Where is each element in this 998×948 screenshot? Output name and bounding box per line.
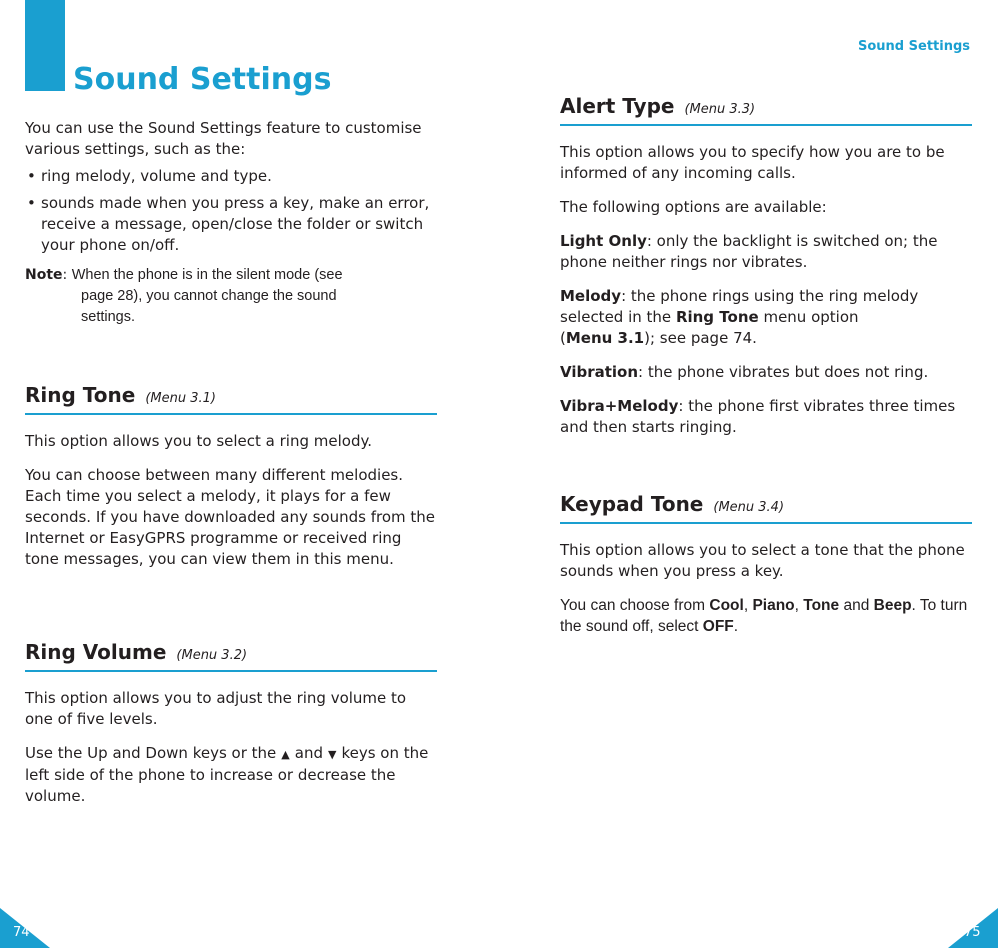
section-title: Ring Volume [25,640,167,664]
section-heading [25,640,437,672]
ring-tone-section [25,383,437,570]
down-arrow-icon: ▼ [327,748,337,761]
option-label: Vibration [560,363,639,381]
up-arrow-icon: ▲ [281,748,290,761]
text-run: and [843,597,870,614]
option-vibra-melody [560,396,972,438]
note-line: settings. [81,309,135,325]
bullet-icon: • [27,194,36,212]
section-heading [25,383,437,415]
option-text: : the phone first vibrates three times and then starts ringing. [560,397,956,436]
option-text: : only the backlight is switched on; the phone neither rings nor vibrates. [560,232,938,271]
intro-section [25,118,437,328]
section-heading [560,492,972,524]
intro-bullet [25,166,437,187]
text-run: Use the Up and Down keys or the [25,744,277,762]
menu-reference: (Menu 3.1) [145,391,216,406]
ring-volume-section [25,640,437,807]
text-run: . [733,618,739,635]
running-head: Sound Settings [858,39,970,54]
keypad-tone-section [560,492,972,637]
intro-bullet [25,193,437,256]
ring-tone-p2: You can choose between many different melodies. Each time you select a melody, it plays for a few seconds. If you have downloaded any sounds from the Internet or EasyGPRS programme or received ring tone messages, you can view them in this menu. [25,466,436,568]
inline-bold: Ring Tone [675,308,759,326]
text-run: and [294,744,323,762]
inline-bold: Piano [752,597,795,614]
note: Note: When the phone is in the silent mode (see page 28), you cannot change the sound settings. [25,265,437,328]
option-text: : the phone rings using the ring melody selected in the [560,287,919,326]
section-heading [560,94,972,126]
text-run: , [743,597,749,614]
option-text: ); see page 74. [644,329,757,347]
inline-bold: Menu 3.1 [565,329,645,347]
option-melody [560,286,972,349]
bullet-icon: • [27,167,36,185]
option-light-only [560,231,972,273]
intro-text: You can use the Sound Settings feature to customise various settings, such as the: [25,119,422,158]
intro-bullet-text: ring melody, volume and type. [41,167,272,185]
menu-reference: (Menu 3.3) [684,102,756,117]
inline-bold: OFF [702,618,734,635]
text-run: You can choose from [560,597,706,614]
option-label: Melody [560,287,622,305]
intro-bullet-text: sounds made when you press a key, make an error, receive a message, open/close the folder or switch your phone on/off. [41,194,430,254]
menu-reference: (Menu 3.2) [176,648,248,663]
title-accent-block [25,0,65,91]
text-run: keys on the left side of the phone to increase or decrease the volume. [25,744,429,805]
page-number-left: 74 [13,925,30,940]
option-label: Vibra+Melody [560,397,679,415]
text-run: , [794,597,799,614]
option-text: ( [560,329,566,347]
alert-type-p1: This option allows you to specify how you are to be informed of any incoming calls. [560,143,945,182]
inline-bold: Tone [803,597,840,614]
page-title: Sound Settings [73,62,332,97]
inline-bold: Beep [873,597,912,614]
section-title: Keypad Tone [560,492,704,516]
ring-tone-p1: This option allows you to select a ring melody. [25,432,372,450]
alert-type-p2: The following options are available: [560,198,827,216]
option-label: Light Only [560,232,647,250]
alert-type-section [560,94,972,438]
note-line: page 28), you cannot change the sound [81,288,337,304]
option-text: : the phone vibrates but does not ring. [638,363,929,381]
page-number-right: 75 [964,925,981,940]
text-run: . To turn the sound off, select [560,597,968,635]
ring-volume-p2 [25,743,437,807]
menu-reference: (Menu 3.4) [713,500,785,515]
option-vibration [560,362,972,383]
inline-bold: Cool [709,597,744,614]
option-text: menu option [763,308,859,326]
note-label: Note [25,267,63,283]
section-title: Alert Type [560,94,675,118]
keypad-tone-p2 [560,595,972,637]
keypad-tone-p1: This option allows you to select a tone that the phone sounds when you press a key. [560,541,965,580]
section-title: Ring Tone [25,383,136,407]
note-line: When the phone is in the silent mode (see [71,267,343,283]
ring-volume-p1: This option allows you to adjust the ring volume to one of five levels. [25,689,407,728]
